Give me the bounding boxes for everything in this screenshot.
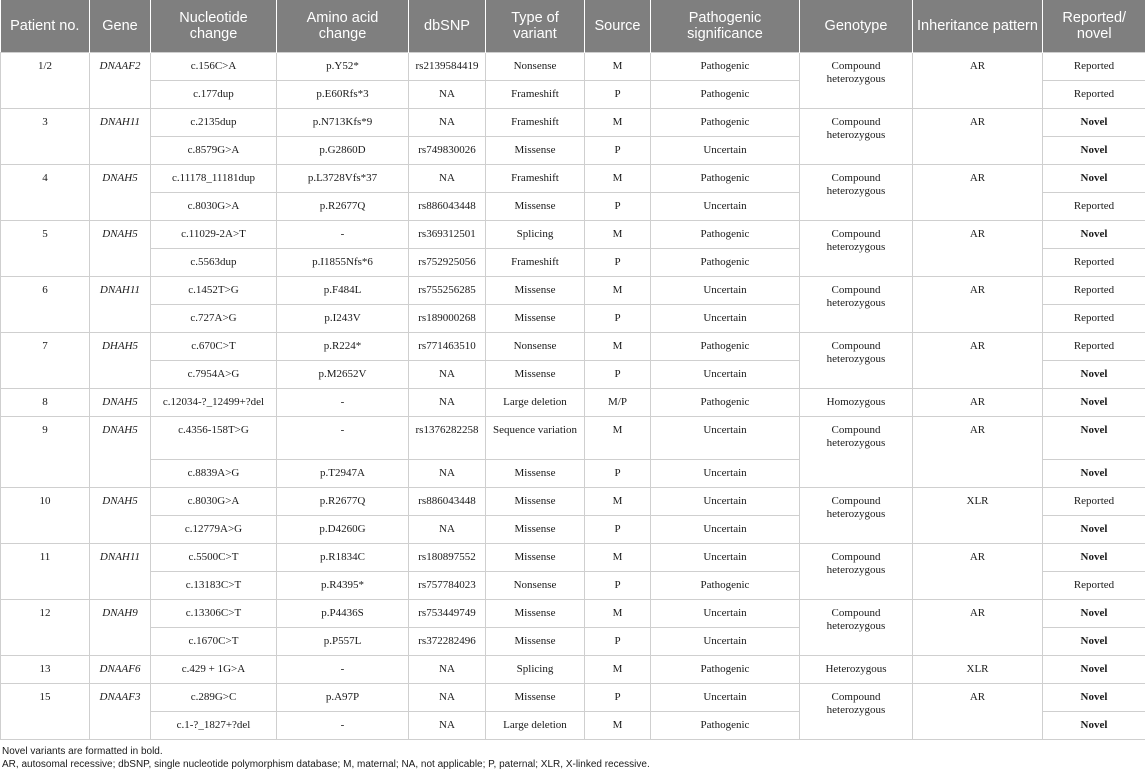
header-gene: Gene — [90, 0, 151, 53]
pathogenic-significance-cell: Pathogenic — [651, 389, 800, 417]
source-cell: M — [585, 165, 651, 193]
dbsnp-cell: NA — [409, 712, 486, 740]
pathogenic-significance-cell: Uncertain — [651, 137, 800, 165]
amino-acid-change-cell: p.F484L — [277, 277, 409, 305]
genotype-cell: Compound heterozygous — [800, 684, 913, 740]
gene-cell: DNAAF3 — [90, 684, 151, 740]
pathogenic-significance-cell: Pathogenic — [651, 656, 800, 684]
gene-cell: DNAH5 — [90, 221, 151, 277]
patient-no-cell: 11 — [1, 544, 90, 600]
reported-novel-cell: Reported — [1043, 249, 1145, 277]
patient-no-cell: 7 — [1, 333, 90, 389]
source-cell: P — [585, 81, 651, 109]
genotype-cell: Compound heterozygous — [800, 488, 913, 544]
source-cell: M — [585, 53, 651, 81]
patient-no-cell: 6 — [1, 277, 90, 333]
table-row — [1, 109, 1145, 137]
dbsnp-cell: rs886043448 — [409, 193, 486, 221]
header-row — [1, 0, 1145, 53]
reported-novel-cell: Novel — [1043, 361, 1145, 389]
dbsnp-cell: rs1376282258 — [409, 417, 486, 460]
variant-type-cell: Splicing — [486, 221, 585, 249]
patient-no-cell: 3 — [1, 109, 90, 165]
nucleotide-change-cell: c.8839A>G — [151, 460, 277, 488]
nucleotide-change-cell: c.4356-158T>G — [151, 417, 277, 460]
amino-acid-change-cell: p.T2947A — [277, 460, 409, 488]
variant-type-cell: Missense — [486, 628, 585, 656]
variant-type-cell: Splicing — [486, 656, 585, 684]
dbsnp-cell: NA — [409, 81, 486, 109]
patient-no-cell: 5 — [1, 221, 90, 277]
variant-type-cell: Missense — [486, 516, 585, 544]
dbsnp-cell: rs752925056 — [409, 249, 486, 277]
genotype-cell: Compound heterozygous — [800, 109, 913, 165]
amino-acid-change-cell: p.P4436S — [277, 600, 409, 628]
variant-type-cell: Missense — [486, 488, 585, 516]
variant-type-cell: Large deletion — [486, 712, 585, 740]
nucleotide-change-cell: c.1670C>T — [151, 628, 277, 656]
header-pathogenic-significance: Pathogenic significance — [651, 0, 800, 53]
amino-acid-change-cell: p.R224* — [277, 333, 409, 361]
amino-acid-change-cell: p.P557L — [277, 628, 409, 656]
source-cell: M — [585, 333, 651, 361]
table-row — [1, 417, 1145, 460]
amino-acid-change-cell: p.R4395* — [277, 572, 409, 600]
genotype-cell: Compound heterozygous — [800, 165, 913, 221]
footnote-abbreviations: AR, autosomal recessive; dbSNP, single nucleotide polymorphism database; M, maternal; NA, not applicable; P, paternal; XLR, X-linked recessive. — [2, 758, 1145, 771]
gene-cell: DNAH11 — [90, 109, 151, 165]
genotype-cell: Compound heterozygous — [800, 417, 913, 488]
variant-type-cell: Frameshift — [486, 81, 585, 109]
amino-acid-change-cell: - — [277, 221, 409, 249]
nucleotide-change-cell: c.11029-2A>T — [151, 221, 277, 249]
gene-cell: DNAH9 — [90, 600, 151, 656]
genotype-cell: Homozygous — [800, 389, 913, 417]
pathogenic-significance-cell: Pathogenic — [651, 221, 800, 249]
patient-no-cell: 4 — [1, 165, 90, 221]
inheritance-pattern-cell: AR — [913, 221, 1043, 277]
source-cell: M/P — [585, 389, 651, 417]
reported-novel-cell: Novel — [1043, 600, 1145, 628]
genotype-cell: Heterozygous — [800, 656, 913, 684]
genotype-cell: Compound heterozygous — [800, 600, 913, 656]
pathogenic-significance-cell: Uncertain — [651, 544, 800, 572]
header-dbsnp: dbSNP — [409, 0, 486, 53]
reported-novel-cell: Novel — [1043, 544, 1145, 572]
inheritance-pattern-cell: XLR — [913, 488, 1043, 544]
table-row — [1, 333, 1145, 361]
table-row — [1, 684, 1145, 712]
header-reported-novel: Reported/ novel — [1043, 0, 1145, 53]
reported-novel-cell: Novel — [1043, 389, 1145, 417]
gene-cell: DNAH11 — [90, 277, 151, 333]
pathogenic-significance-cell: Uncertain — [651, 277, 800, 305]
nucleotide-change-cell: c.8030G>A — [151, 488, 277, 516]
reported-novel-cell: Reported — [1043, 333, 1145, 361]
amino-acid-change-cell: - — [277, 389, 409, 417]
reported-novel-cell: Reported — [1043, 488, 1145, 516]
inheritance-pattern-cell: XLR — [913, 656, 1043, 684]
pathogenic-significance-cell: Pathogenic — [651, 53, 800, 81]
amino-acid-change-cell: p.A97P — [277, 684, 409, 712]
source-cell: P — [585, 193, 651, 221]
dbsnp-cell: rs189000268 — [409, 305, 486, 333]
nucleotide-change-cell: c.12779A>G — [151, 516, 277, 544]
source-cell: M — [585, 109, 651, 137]
nucleotide-change-cell: c.11178_11181dup — [151, 165, 277, 193]
dbsnp-cell: NA — [409, 516, 486, 544]
source-cell: P — [585, 684, 651, 712]
reported-novel-cell: Novel — [1043, 460, 1145, 488]
nucleotide-change-cell: c.1-?_1827+?del — [151, 712, 277, 740]
variant-type-cell: Frameshift — [486, 249, 585, 277]
source-cell: M — [585, 712, 651, 740]
pathogenic-significance-cell: Pathogenic — [651, 712, 800, 740]
header-type-of-variant: Type of variant — [486, 0, 585, 53]
patient-no-cell: 9 — [1, 417, 90, 488]
variant-type-cell: Nonsense — [486, 333, 585, 361]
gene-cell: DNAAF2 — [90, 53, 151, 109]
dbsnp-cell: rs886043448 — [409, 488, 486, 516]
inheritance-pattern-cell: AR — [913, 684, 1043, 740]
dbsnp-cell: rs180897552 — [409, 544, 486, 572]
inheritance-pattern-cell: AR — [913, 600, 1043, 656]
genotype-cell: Compound heterozygous — [800, 53, 913, 109]
patient-no-cell: 12 — [1, 600, 90, 656]
variant-type-cell: Nonsense — [486, 53, 585, 81]
source-cell: P — [585, 305, 651, 333]
variant-type-cell: Missense — [486, 460, 585, 488]
source-cell: M — [585, 417, 651, 460]
inheritance-pattern-cell: AR — [913, 53, 1043, 109]
amino-acid-change-cell: p.N713Kfs*9 — [277, 109, 409, 137]
amino-acid-change-cell: p.I243V — [277, 305, 409, 333]
nucleotide-change-cell: c.289G>C — [151, 684, 277, 712]
reported-novel-cell: Novel — [1043, 516, 1145, 544]
dbsnp-cell: rs369312501 — [409, 221, 486, 249]
nucleotide-change-cell: c.13306C>T — [151, 600, 277, 628]
amino-acid-change-cell: p.R2677Q — [277, 193, 409, 221]
header-source: Source — [585, 0, 651, 53]
amino-acid-change-cell: - — [277, 656, 409, 684]
nucleotide-change-cell: c.1452T>G — [151, 277, 277, 305]
pathogenic-significance-cell: Uncertain — [651, 361, 800, 389]
reported-novel-cell: Reported — [1043, 305, 1145, 333]
reported-novel-cell: Reported — [1043, 81, 1145, 109]
reported-novel-cell: Novel — [1043, 684, 1145, 712]
dbsnp-cell: NA — [409, 165, 486, 193]
pathogenic-significance-cell: Uncertain — [651, 417, 800, 460]
amino-acid-change-cell: p.R1834C — [277, 544, 409, 572]
dbsnp-cell: NA — [409, 460, 486, 488]
source-cell: P — [585, 137, 651, 165]
gene-cell: DNAH11 — [90, 544, 151, 600]
patient-no-cell: 15 — [1, 684, 90, 740]
variant-type-cell: Missense — [486, 361, 585, 389]
variant-type-cell: Missense — [486, 544, 585, 572]
dbsnp-cell: NA — [409, 109, 486, 137]
source-cell: M — [585, 544, 651, 572]
amino-acid-change-cell: - — [277, 712, 409, 740]
nucleotide-change-cell: c.2135dup — [151, 109, 277, 137]
gene-cell: DNAH5 — [90, 389, 151, 417]
amino-acid-change-cell: p.R2677Q — [277, 488, 409, 516]
pathogenic-significance-cell: Uncertain — [651, 600, 800, 628]
reported-novel-cell: Novel — [1043, 221, 1145, 249]
variant-type-cell: Missense — [486, 277, 585, 305]
amino-acid-change-cell: p.G2860D — [277, 137, 409, 165]
pathogenic-significance-cell: Uncertain — [651, 460, 800, 488]
dbsnp-cell: rs755256285 — [409, 277, 486, 305]
reported-novel-cell: Novel — [1043, 109, 1145, 137]
nucleotide-change-cell: c.5563dup — [151, 249, 277, 277]
nucleotide-change-cell: c.670C>T — [151, 333, 277, 361]
genotype-cell: Compound heterozygous — [800, 333, 913, 389]
source-cell: M — [585, 656, 651, 684]
nucleotide-change-cell: c.12034-?_12499+?del — [151, 389, 277, 417]
inheritance-pattern-cell: AR — [913, 417, 1043, 488]
pathogenic-significance-cell: Pathogenic — [651, 81, 800, 109]
amino-acid-change-cell: p.M2652V — [277, 361, 409, 389]
amino-acid-change-cell: p.I1855Nfs*6 — [277, 249, 409, 277]
reported-novel-cell: Reported — [1043, 277, 1145, 305]
variant-type-cell: Missense — [486, 684, 585, 712]
reported-novel-cell: Novel — [1043, 656, 1145, 684]
gene-cell: DNAH5 — [90, 165, 151, 221]
pathogenic-significance-cell: Pathogenic — [651, 109, 800, 137]
pathogenic-significance-cell: Uncertain — [651, 488, 800, 516]
patient-no-cell: 13 — [1, 656, 90, 684]
inheritance-pattern-cell: AR — [913, 109, 1043, 165]
nucleotide-change-cell: c.429 + 1G>A — [151, 656, 277, 684]
reported-novel-cell: Novel — [1043, 712, 1145, 740]
header-amino-acid-change: Amino acid change — [277, 0, 409, 53]
gene-cell: DNAH5 — [90, 488, 151, 544]
pathogenic-significance-cell: Pathogenic — [651, 165, 800, 193]
patient-no-cell: 1/2 — [1, 53, 90, 109]
amino-acid-change-cell: p.Y52* — [277, 53, 409, 81]
amino-acid-change-cell: - — [277, 417, 409, 460]
patient-no-cell: 8 — [1, 389, 90, 417]
nucleotide-change-cell: c.7954A>G — [151, 361, 277, 389]
table-row — [1, 656, 1145, 684]
reported-novel-cell: Novel — [1043, 417, 1145, 460]
table-row — [1, 221, 1145, 249]
variant-type-cell: Missense — [486, 193, 585, 221]
header-nucleotide-change: Nucleotide change — [151, 0, 277, 53]
amino-acid-change-cell: p.L3728Vfs*37 — [277, 165, 409, 193]
pathogenic-significance-cell: Pathogenic — [651, 572, 800, 600]
table-footnotes — [0, 740, 1145, 771]
nucleotide-change-cell: c.177dup — [151, 81, 277, 109]
reported-novel-cell: Reported — [1043, 193, 1145, 221]
source-cell: M — [585, 488, 651, 516]
pathogenic-significance-cell: Uncertain — [651, 193, 800, 221]
nucleotide-change-cell: c.727A>G — [151, 305, 277, 333]
dbsnp-cell: rs771463510 — [409, 333, 486, 361]
dbsnp-cell: NA — [409, 684, 486, 712]
pathogenic-significance-cell: Uncertain — [651, 305, 800, 333]
gene-cell: DHAH5 — [90, 333, 151, 389]
table-body — [1, 53, 1145, 740]
inheritance-pattern-cell: AR — [913, 165, 1043, 221]
header-patient-no: Patient no. — [1, 0, 90, 53]
inheritance-pattern-cell: AR — [913, 544, 1043, 600]
footnote-novel: Novel variants are formatted in bold. — [2, 745, 1145, 758]
pathogenic-significance-cell: Pathogenic — [651, 249, 800, 277]
dbsnp-cell: NA — [409, 361, 486, 389]
table-row — [1, 53, 1145, 81]
nucleotide-change-cell: c.5500C>T — [151, 544, 277, 572]
gene-cell: DNAAF6 — [90, 656, 151, 684]
nucleotide-change-cell: c.8030G>A — [151, 193, 277, 221]
table-row — [1, 544, 1145, 572]
variant-type-cell: Missense — [486, 600, 585, 628]
header-inheritance-pattern: Inheritance pattern — [913, 0, 1043, 53]
patient-no-cell: 10 — [1, 488, 90, 544]
inheritance-pattern-cell: AR — [913, 277, 1043, 333]
amino-acid-change-cell: p.E60Rfs*3 — [277, 81, 409, 109]
pathogenic-significance-cell: Pathogenic — [651, 333, 800, 361]
source-cell: P — [585, 516, 651, 544]
variant-type-cell: Missense — [486, 137, 585, 165]
reported-novel-cell: Reported — [1043, 53, 1145, 81]
pathogenic-significance-cell: Uncertain — [651, 516, 800, 544]
dbsnp-cell: NA — [409, 389, 486, 417]
nucleotide-change-cell: c.13183C>T — [151, 572, 277, 600]
variant-type-cell: Frameshift — [486, 165, 585, 193]
dbsnp-cell: rs2139584419 — [409, 53, 486, 81]
source-cell: M — [585, 600, 651, 628]
nucleotide-change-cell: c.8579G>A — [151, 137, 277, 165]
pathogenic-significance-cell: Uncertain — [651, 684, 800, 712]
source-cell: M — [585, 277, 651, 305]
genotype-cell: Compound heterozygous — [800, 544, 913, 600]
reported-novel-cell: Novel — [1043, 628, 1145, 656]
dbsnp-cell: rs753449749 — [409, 600, 486, 628]
gene-cell: DNAH5 — [90, 417, 151, 488]
table-row — [1, 277, 1145, 305]
source-cell: P — [585, 361, 651, 389]
dbsnp-cell: rs372282496 — [409, 628, 486, 656]
inheritance-pattern-cell: AR — [913, 389, 1043, 417]
dbsnp-cell: NA — [409, 656, 486, 684]
source-cell: M — [585, 221, 651, 249]
inheritance-pattern-cell: AR — [913, 333, 1043, 389]
table-row — [1, 488, 1145, 516]
table-row — [1, 600, 1145, 628]
variant-type-cell: Frameshift — [486, 109, 585, 137]
variant-type-cell: Large deletion — [486, 389, 585, 417]
genotype-cell: Compound heterozygous — [800, 221, 913, 277]
source-cell: P — [585, 460, 651, 488]
header-genotype: Genotype — [800, 0, 913, 53]
table-row — [1, 389, 1145, 417]
dbsnp-cell: rs749830026 — [409, 137, 486, 165]
variant-type-cell: Missense — [486, 305, 585, 333]
variant-type-cell: Nonsense — [486, 572, 585, 600]
table-row — [1, 165, 1145, 193]
reported-novel-cell: Novel — [1043, 165, 1145, 193]
source-cell: P — [585, 249, 651, 277]
reported-novel-cell: Novel — [1043, 137, 1145, 165]
reported-novel-cell: Reported — [1043, 572, 1145, 600]
genotype-cell: Compound heterozygous — [800, 277, 913, 333]
source-cell: P — [585, 572, 651, 600]
pathogenic-significance-cell: Uncertain — [651, 628, 800, 656]
source-cell: P — [585, 628, 651, 656]
dbsnp-cell: rs757784023 — [409, 572, 486, 600]
amino-acid-change-cell: p.D4260G — [277, 516, 409, 544]
nucleotide-change-cell: c.156C>A — [151, 53, 277, 81]
variant-type-cell: Sequence variation — [486, 417, 585, 460]
